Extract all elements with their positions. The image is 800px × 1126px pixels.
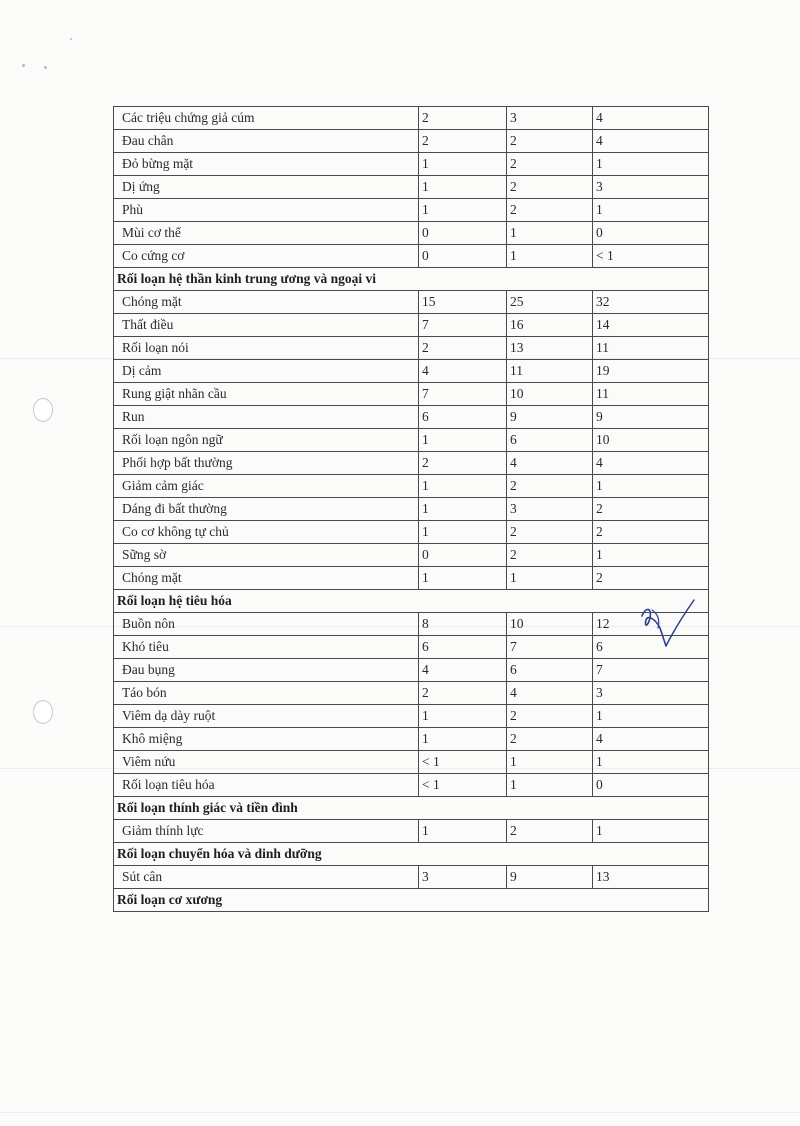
incidence-value-2: 2 bbox=[507, 130, 593, 153]
incidence-value-3: 0 bbox=[593, 774, 709, 797]
adverse-event-term: Co cơ không tự chủ bbox=[114, 521, 419, 544]
adverse-event-term: Thất điều bbox=[114, 314, 419, 337]
incidence-value-2: 1 bbox=[507, 245, 593, 268]
incidence-value-1: 1 bbox=[419, 475, 507, 498]
incidence-value-1: 7 bbox=[419, 383, 507, 406]
table-row bbox=[114, 866, 709, 889]
incidence-value-2: 25 bbox=[507, 291, 593, 314]
incidence-value-1: 15 bbox=[419, 291, 507, 314]
adverse-event-term: Giảm cảm giác bbox=[114, 475, 419, 498]
incidence-value-2: 9 bbox=[507, 866, 593, 889]
table-row bbox=[114, 314, 709, 337]
table-row bbox=[114, 452, 709, 475]
incidence-value-3: 11 bbox=[593, 337, 709, 360]
adverse-event-term: Dị cảm bbox=[114, 360, 419, 383]
adverse-event-term: Phù bbox=[114, 199, 419, 222]
incidence-value-2: 16 bbox=[507, 314, 593, 337]
adverse-events-table bbox=[113, 106, 709, 912]
incidence-value-3: 4 bbox=[593, 452, 709, 475]
incidence-value-2: 3 bbox=[507, 107, 593, 130]
incidence-value-1: 1 bbox=[419, 176, 507, 199]
table-row bbox=[114, 199, 709, 222]
section-header-row bbox=[114, 889, 709, 912]
section-header-row bbox=[114, 268, 709, 291]
incidence-value-3: 6 bbox=[593, 636, 709, 659]
table-row bbox=[114, 383, 709, 406]
incidence-value-2: 6 bbox=[507, 429, 593, 452]
checkmark-scribble-icon bbox=[638, 598, 698, 658]
incidence-value-2: 13 bbox=[507, 337, 593, 360]
incidence-value-1: 1 bbox=[419, 153, 507, 176]
incidence-value-1: 0 bbox=[419, 544, 507, 567]
section-header-row bbox=[114, 843, 709, 866]
table-row bbox=[114, 774, 709, 797]
incidence-value-3: 12 bbox=[593, 613, 709, 636]
adverse-event-term: Co cứng cơ bbox=[114, 245, 419, 268]
table-row bbox=[114, 751, 709, 774]
adverse-event-term: Khô miệng bbox=[114, 728, 419, 751]
incidence-value-1: 1 bbox=[419, 429, 507, 452]
incidence-value-3: 3 bbox=[593, 176, 709, 199]
table-row bbox=[114, 222, 709, 245]
section-title: Rối loạn thính giác và tiền đình bbox=[114, 797, 709, 820]
incidence-value-3: 19 bbox=[593, 360, 709, 383]
punch-hole bbox=[33, 398, 53, 422]
incidence-value-3: 4 bbox=[593, 130, 709, 153]
section-title: Rối loạn chuyển hóa và dinh dưỡng bbox=[114, 843, 709, 866]
incidence-value-2: 2 bbox=[507, 820, 593, 843]
incidence-value-2: 2 bbox=[507, 176, 593, 199]
incidence-value-2: 1 bbox=[507, 774, 593, 797]
incidence-value-3: 1 bbox=[593, 705, 709, 728]
incidence-value-1: 6 bbox=[419, 636, 507, 659]
table-row bbox=[114, 176, 709, 199]
incidence-value-3: 4 bbox=[593, 728, 709, 751]
incidence-value-1: 8 bbox=[419, 613, 507, 636]
table-row bbox=[114, 153, 709, 176]
section-title: Rối loạn cơ xương bbox=[114, 889, 709, 912]
incidence-value-1: 2 bbox=[419, 682, 507, 705]
incidence-value-1: < 1 bbox=[419, 751, 507, 774]
incidence-value-3: 10 bbox=[593, 429, 709, 452]
incidence-value-1: 3 bbox=[419, 866, 507, 889]
table-row bbox=[114, 521, 709, 544]
adverse-event-term: Phối hợp bất thường bbox=[114, 452, 419, 475]
adverse-event-term: Rối loạn nói bbox=[114, 337, 419, 360]
incidence-value-2: 1 bbox=[507, 567, 593, 590]
table-row bbox=[114, 820, 709, 843]
table-row bbox=[114, 360, 709, 383]
incidence-value-1: 2 bbox=[419, 107, 507, 130]
adverse-event-term: Chóng mặt bbox=[114, 567, 419, 590]
section-header-row bbox=[114, 797, 709, 820]
incidence-value-3: 0 bbox=[593, 222, 709, 245]
incidence-value-2: 2 bbox=[507, 705, 593, 728]
adverse-event-term: Rung giật nhãn cầu bbox=[114, 383, 419, 406]
section-title: Rối loạn hệ thần kinh trung ương và ngoại vi bbox=[114, 268, 709, 291]
incidence-value-3: 1 bbox=[593, 751, 709, 774]
table-row bbox=[114, 245, 709, 268]
table-row bbox=[114, 705, 709, 728]
incidence-value-1: < 1 bbox=[419, 774, 507, 797]
incidence-value-3: 2 bbox=[593, 521, 709, 544]
incidence-value-2: 2 bbox=[507, 728, 593, 751]
incidence-value-1: 1 bbox=[419, 521, 507, 544]
adverse-event-term: Đỏ bừng mặt bbox=[114, 153, 419, 176]
incidence-value-3: 2 bbox=[593, 498, 709, 521]
table-row bbox=[114, 636, 709, 659]
incidence-value-1: 1 bbox=[419, 728, 507, 751]
incidence-value-2: 2 bbox=[507, 521, 593, 544]
incidence-value-1: 2 bbox=[419, 337, 507, 360]
ruled-line bbox=[0, 1112, 800, 1113]
incidence-value-2: 2 bbox=[507, 544, 593, 567]
incidence-value-2: 2 bbox=[507, 199, 593, 222]
incidence-value-1: 4 bbox=[419, 659, 507, 682]
incidence-value-3: 1 bbox=[593, 475, 709, 498]
incidence-value-3: 7 bbox=[593, 659, 709, 682]
scan-speck bbox=[44, 66, 47, 69]
adverse-event-term: Mùi cơ thể bbox=[114, 222, 419, 245]
table-row bbox=[114, 107, 709, 130]
table-row bbox=[114, 337, 709, 360]
table-row bbox=[114, 613, 709, 636]
incidence-value-1: 0 bbox=[419, 222, 507, 245]
adverse-event-term: Chóng mặt bbox=[114, 291, 419, 314]
punch-hole bbox=[33, 700, 53, 724]
incidence-value-2: 7 bbox=[507, 636, 593, 659]
incidence-value-1: 1 bbox=[419, 705, 507, 728]
incidence-value-2: 4 bbox=[507, 452, 593, 475]
table-row bbox=[114, 682, 709, 705]
incidence-value-1: 1 bbox=[419, 567, 507, 590]
table-row bbox=[114, 475, 709, 498]
incidence-value-3: 13 bbox=[593, 866, 709, 889]
adverse-event-term: Sững sờ bbox=[114, 544, 419, 567]
incidence-value-2: 2 bbox=[507, 475, 593, 498]
incidence-value-3: 14 bbox=[593, 314, 709, 337]
incidence-value-3: 1 bbox=[593, 544, 709, 567]
incidence-value-2: 11 bbox=[507, 360, 593, 383]
incidence-value-3: 11 bbox=[593, 383, 709, 406]
table-row bbox=[114, 498, 709, 521]
adverse-events-body bbox=[114, 107, 709, 912]
adverse-event-term: Viêm dạ dày ruột bbox=[114, 705, 419, 728]
table-row bbox=[114, 406, 709, 429]
table-row bbox=[114, 659, 709, 682]
incidence-value-2: 10 bbox=[507, 383, 593, 406]
section-header-row bbox=[114, 590, 709, 613]
scan-speck bbox=[70, 38, 72, 40]
adverse-event-term: Giảm thính lực bbox=[114, 820, 419, 843]
incidence-value-2: 1 bbox=[507, 751, 593, 774]
incidence-value-3: 3 bbox=[593, 682, 709, 705]
incidence-value-1: 0 bbox=[419, 245, 507, 268]
table-row bbox=[114, 567, 709, 590]
adverse-event-term: Run bbox=[114, 406, 419, 429]
incidence-value-1: 6 bbox=[419, 406, 507, 429]
incidence-value-3: 2 bbox=[593, 567, 709, 590]
table-row bbox=[114, 291, 709, 314]
incidence-value-1: 2 bbox=[419, 130, 507, 153]
incidence-value-2: 1 bbox=[507, 222, 593, 245]
incidence-value-3: 9 bbox=[593, 406, 709, 429]
incidence-value-3: 1 bbox=[593, 199, 709, 222]
incidence-value-3: 32 bbox=[593, 291, 709, 314]
table-row bbox=[114, 728, 709, 751]
adverse-event-term: Khó tiêu bbox=[114, 636, 419, 659]
incidence-value-1: 7 bbox=[419, 314, 507, 337]
adverse-event-term: Đau bụng bbox=[114, 659, 419, 682]
incidence-value-3: 1 bbox=[593, 820, 709, 843]
adverse-event-term: Viêm nứu bbox=[114, 751, 419, 774]
adverse-event-term: Táo bón bbox=[114, 682, 419, 705]
adverse-event-term: Buồn nôn bbox=[114, 613, 419, 636]
adverse-event-term: Sút cân bbox=[114, 866, 419, 889]
adverse-event-term: Các triệu chứng giả cúm bbox=[114, 107, 419, 130]
incidence-value-2: 3 bbox=[507, 498, 593, 521]
incidence-value-2: 6 bbox=[507, 659, 593, 682]
incidence-value-2: 4 bbox=[507, 682, 593, 705]
adverse-event-term: Rối loạn tiêu hóa bbox=[114, 774, 419, 797]
incidence-value-3: < 1 bbox=[593, 245, 709, 268]
incidence-value-2: 10 bbox=[507, 613, 593, 636]
adverse-event-term: Dáng đi bất thường bbox=[114, 498, 419, 521]
adverse-event-term: Dị ứng bbox=[114, 176, 419, 199]
incidence-value-2: 9 bbox=[507, 406, 593, 429]
adverse-event-term: Đau chân bbox=[114, 130, 419, 153]
incidence-value-3: 4 bbox=[593, 107, 709, 130]
incidence-value-1: 2 bbox=[419, 452, 507, 475]
adverse-event-term: Rối loạn ngôn ngữ bbox=[114, 429, 419, 452]
scan-speck bbox=[22, 64, 25, 67]
incidence-value-2: 2 bbox=[507, 153, 593, 176]
incidence-value-1: 4 bbox=[419, 360, 507, 383]
incidence-value-3: 1 bbox=[593, 153, 709, 176]
incidence-value-1: 1 bbox=[419, 199, 507, 222]
table-row bbox=[114, 429, 709, 452]
table-row bbox=[114, 130, 709, 153]
table-row bbox=[114, 544, 709, 567]
incidence-value-1: 1 bbox=[419, 498, 507, 521]
incidence-value-1: 1 bbox=[419, 820, 507, 843]
section-title: Rối loạn hệ tiêu hóa bbox=[114, 590, 709, 613]
